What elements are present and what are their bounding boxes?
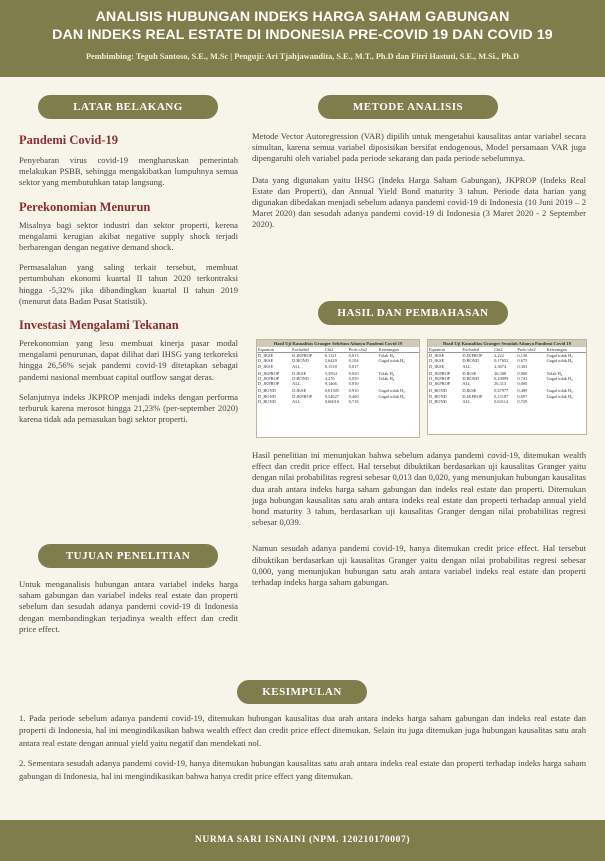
cell: 0,15187: [494, 393, 509, 399]
cell: Tolak H₀: [378, 353, 395, 359]
cell: 0,910: [348, 388, 359, 394]
cell: 0,63114: [494, 398, 509, 404]
col-header: Chi2: [493, 347, 516, 353]
cell: 0,017: [348, 363, 359, 369]
title-line-1: ANALISIS HUBUNGAN INDEKS HARGA SAHAM GABUNGAN: [95, 9, 510, 25]
hasil-section: [252, 450, 586, 588]
cell: D_BOND: [258, 388, 276, 394]
col-header: Prob>chi2: [516, 347, 545, 353]
col-header: Keterangan: [546, 347, 586, 353]
cell: Gagal tolak H₀: [546, 353, 573, 359]
pandemi-covid-title: Pandemi Covid-19: [19, 133, 118, 147]
granger-table-pre-covid: [256, 339, 420, 438]
cell: 6.1321: [324, 353, 337, 359]
metode-analisis-heading: METODE ANALISIS: [318, 95, 498, 119]
investasi-tekanan-text: Perekonomian yang lesu membuat kinerja pasar modal mengalami penurunan, dapat dilihat dari IHSG yang terkoreksi hingga 26,56% sejak pandemi covid-19 ditetapkan sebagai pandemi nasional membuat capital outflow sangat deras.: [19, 338, 238, 382]
table-row: [257, 386, 419, 393]
table-caption: Hasil Uji Kausalitas Granger Sebelum Adanya Pandemi Covid 19: [257, 340, 419, 347]
cell: 0,697: [517, 393, 528, 399]
cell: D.JKPROP: [292, 353, 313, 359]
author-name: NURMA SARI ISNAINI (NPM. 120210170007): [194, 835, 411, 845]
title-line-2: DAN INDEKS REAL ESTATE DI INDONESIA PRE-COVID 19 DAN COVID 19: [52, 27, 553, 43]
poster-header: [0, 0, 605, 77]
cell: 0,718: [348, 398, 359, 404]
perekonomian-menurun-text-2: Permasalahan yang saling terkait tersebut, membuat pertumbuhan ekonomi kuartal II tahun 2020 terkontraksi hingga -5,32% jika dibandingkan kuartal II tahun 2019 (menurut data Badan Pusat Statistik).: [19, 262, 238, 306]
cell: Gagal tolak H₀: [378, 393, 405, 399]
cell: D_BOND: [429, 393, 447, 399]
poster-title: [0, 0, 605, 44]
cell: D_BOND: [258, 393, 276, 399]
hasil-text: Hasil penelitian ini menunjukan bahwa sebelum adanya pandemi covid-19, ditemukan wealth effect dan credit price effect. Hal tersebut dibuktikan berdasarkan uji kausalitas Granger yaitu dengan nilai probabilitas regresi sebesar 0,013 dan 0,020, yang menunjukan hubungan kausalitas dua arah antara indeks harga saham gabungan dan indeks real estate dan properti. Ditemukan juga hubungan kausalitas satu arah antara indeks real estate dan properti terhadap annual yield bond maturity 3 tahun, berdasarkan uji kausalitas Granger dengan nilai probabilitas regresi sebesar 0,039.: [252, 450, 586, 528]
cell: 0,010: [348, 381, 359, 387]
tujuan-text: Untuk menganalisis hubungan antara variabel indeks harga saham gabungan dan variabel indeks real estate dan properti sebelum dan sesudah adanya pandemi covid-19 di Indonesia dengan membandingkan terjadinya wealth effect dan credit price effect.: [19, 579, 238, 634]
cell: Gagal tolak H₀: [546, 393, 573, 399]
cell: 0,675: [517, 358, 528, 364]
cell: 0,039: [348, 376, 359, 382]
table-row: [428, 386, 586, 393]
cell: 0,66016: [324, 398, 339, 404]
cell: 9,1466: [324, 381, 337, 387]
cell: 2,3874: [494, 363, 507, 369]
kesimpulan-section: [19, 712, 586, 782]
cell: D.IKSE: [292, 388, 307, 394]
latar-belakang-heading: LATAR BELAKANG: [38, 95, 218, 119]
cell: D_BOND: [429, 398, 447, 404]
cell: Gagal tolak H₀: [546, 376, 573, 382]
col-header: Chi2: [324, 347, 348, 353]
cell: D_JKPROP: [429, 376, 451, 382]
col-header: Keterangan: [378, 347, 419, 353]
cell: 0,741: [517, 376, 528, 382]
cell: 0,013: [348, 353, 359, 359]
cell: 0,000: [517, 370, 528, 376]
cell: D.JKPROP: [462, 353, 483, 359]
cell: 0,17652: [494, 358, 509, 364]
table-row: [257, 369, 419, 376]
table-caption: Hasil Uji Kausalitas Granger Sesudah Adanya Pandemi Covid 19: [428, 340, 586, 347]
tujuan-section: [19, 579, 238, 635]
cell: ALL: [292, 398, 301, 404]
cell: Gagal tolak H₀: [378, 388, 405, 394]
cell: Gagal tolak H₀: [546, 358, 573, 364]
cell: 8,1518: [324, 363, 337, 369]
cell: D.BOND: [292, 376, 309, 382]
cell: Gagal tolak H₀: [546, 388, 573, 394]
cell: D_IKSE: [258, 353, 274, 359]
cell: 2,6429: [324, 358, 337, 364]
col-header: Equation: [428, 347, 461, 353]
cell: 0,489: [517, 388, 528, 394]
cell: ALL: [292, 381, 301, 387]
cell: 0,303: [517, 363, 528, 369]
cell: ALL: [292, 363, 301, 369]
cell: D_IKSE: [258, 358, 274, 364]
cell: D_IKSE: [258, 363, 274, 369]
hasil-text-2: Namun sesudah adanya pandemi covid-19, hanya ditemukan credit price effect. Hal tersebut dibuktikan berdasarkan uji kausalitas Granger yaitu dengan nilai probabilitas regresi sebesar 0,000, yang menunjukan hubungan satu arah antara variabel indeks real estate dan properti terhadap indeks harga saham gabungan.: [252, 543, 586, 588]
cell: 0,020: [348, 370, 359, 376]
cell: ALL: [462, 398, 471, 404]
table-row: [257, 399, 419, 404]
cell: 0,01305: [324, 388, 339, 394]
kesimpulan-text-1: 1. Pada periode sebelum adanya pandemi covid-19, ditemukan hubungan kausalitas dua arah antara indeks harga saham gabungan dan indeks real estate dan properti di Indonesia, hal ini mengindikasikan bahwa wealth effect dan credit price effect ditemukan. Selain itu juga ditemukan juga hubungan kausalitas satu arah antara real estate dengan annual yield yaitu negatif dan mendekati nol.: [19, 713, 586, 748]
cell: 0,104: [348, 358, 359, 364]
poster-footer: [0, 820, 605, 861]
cell: D.JKPROP: [292, 393, 313, 399]
hasil-pembahasan-heading: HASIL DAN PEMBAHASAN: [318, 301, 508, 325]
col-header: Equation: [257, 347, 291, 353]
cell: 0,47977: [494, 388, 509, 394]
cell: 4,276: [324, 376, 335, 382]
cell: ALL: [462, 381, 471, 387]
metode-text: Metode Vector Autoregression (VAR) dipilih untuk mengetahui kausalitas antar variabel secara simultan, karena semua variabel diposisikan bersifat endogenous, Model persamaan VAR juga dipengaruhi oleh variabel pada periode sekarang dan pada periode sebelumnya.: [252, 131, 586, 164]
granger-table-covid: [427, 339, 587, 435]
cell: D_JKPROP: [429, 370, 451, 376]
latar-belakang-section: [19, 132, 238, 425]
cell: 26,308: [494, 370, 507, 376]
cell: 0,10899: [494, 376, 509, 382]
kesimpulan-text-2: 2. Sementara sesudah adanya pandemi covid-19, hanya ditemukan hubungan kausalitas satu arah antara indeks real estate dan properti terhadap indeks harga saham gabungan di Indonesia, hal ini mengindikasikan bahwa hanya credit price effect yang ditemukan.: [19, 758, 586, 781]
cell: 0,54627: [324, 393, 339, 399]
col-header: Excluded: [461, 347, 493, 353]
tujuan-penelitian-heading: TUJUAN PENELITIAN: [38, 544, 218, 568]
table-row: [428, 399, 586, 404]
supervisors-line: Pembimbing: Teguh Santoso, S.E., M.Sc | Penguji: Ari Tjahjawandita, S.E., M.T., Ph.D dan Fitri Hastuti, S.E., M.Si., Ph.D: [85, 52, 520, 61]
cell: 2,222: [494, 353, 504, 359]
investasi-tekanan-title: Investasi Mengalami Tekanan: [19, 318, 179, 333]
cell: D_BOND: [429, 388, 447, 394]
cell: Tolak H₀: [378, 370, 395, 376]
cell: D.IKSE: [292, 370, 307, 376]
table-row: [428, 369, 586, 376]
cell: D.BOND: [292, 358, 309, 364]
perekonomian-menurun-title: Perekonomian Menurun: [19, 199, 151, 214]
cell: 0,460: [348, 393, 359, 399]
cell: D_JKPROP: [258, 376, 280, 382]
cell: D_JKPROP: [258, 370, 280, 376]
cell: D.IKSE: [462, 388, 477, 394]
cell: Tolak H₀: [378, 376, 395, 382]
pandemi-covid-text: Penyebaran virus covid-19 mengharuskan pemerintah melakukan PSBB, sehingga mengakibatkan lumpuhnya semua sektor yang membutuhkan tatap langsung.: [19, 155, 238, 188]
cell: 0,000: [517, 381, 528, 387]
col-header: Prob>chi2: [348, 347, 378, 353]
cell: D_JKPROP: [258, 381, 280, 387]
cell: 5,3954: [324, 370, 337, 376]
cell: D_JKPROP: [429, 381, 451, 387]
cell: D.BOND: [462, 376, 480, 382]
cell: Gagal tolak H₀: [378, 358, 405, 364]
cell: 0,136: [517, 353, 528, 359]
cell: D_IKSE: [429, 353, 445, 359]
cell: D.JKPROP: [462, 393, 483, 399]
metode-section: [252, 131, 586, 231]
cell: D.BOND: [462, 358, 480, 364]
cell: 0,729: [517, 398, 528, 404]
investasi-tekanan-text-2: Selanjutnya indeks JKPROP menjadi indeks dengan performa terburuk karena merosot hingga 21,23% (per-september 2020) karena tidak ada pemasukan bagi sektor properti.: [19, 391, 238, 425]
col-header: Excluded: [291, 347, 324, 353]
cell: D_IKSE: [429, 358, 445, 364]
cell: D.IKSE: [462, 370, 477, 376]
cell: 26,313: [494, 381, 507, 387]
cell: ALL: [462, 363, 471, 369]
kesimpulan-heading: KESIMPULAN: [237, 680, 367, 704]
cell: [378, 399, 419, 404]
cell: D_IKSE: [429, 363, 445, 369]
perekonomian-menurun-text: Misalnya bagi sektor industri dan sektor properti, kerena mengalami kerugian akibat negative supply shock terjadi berbarengan dengan negative demand shock.: [19, 219, 238, 253]
cell: Tolak H₀: [546, 370, 563, 376]
cell: D_BOND: [258, 398, 276, 404]
cell: [546, 399, 586, 404]
metode-text-2: Data yang digunakan yaitu IHSG (Indeks Harga Saham Gabungan), JKPROP (Indeks Real Estate dan Properti), dan Annual Yield Bond maturity 3 tahun. Periode data harian yang digunakan dibedakan menjadi sebelum adanya pandemi covid-19 di Indonesia (10 Juni 2019 – 2 Maret 2020) dan sesudah adanya pandemi covid-19 di Indonesia (3 Maret 2020 - 2 September 2020).: [252, 174, 586, 230]
